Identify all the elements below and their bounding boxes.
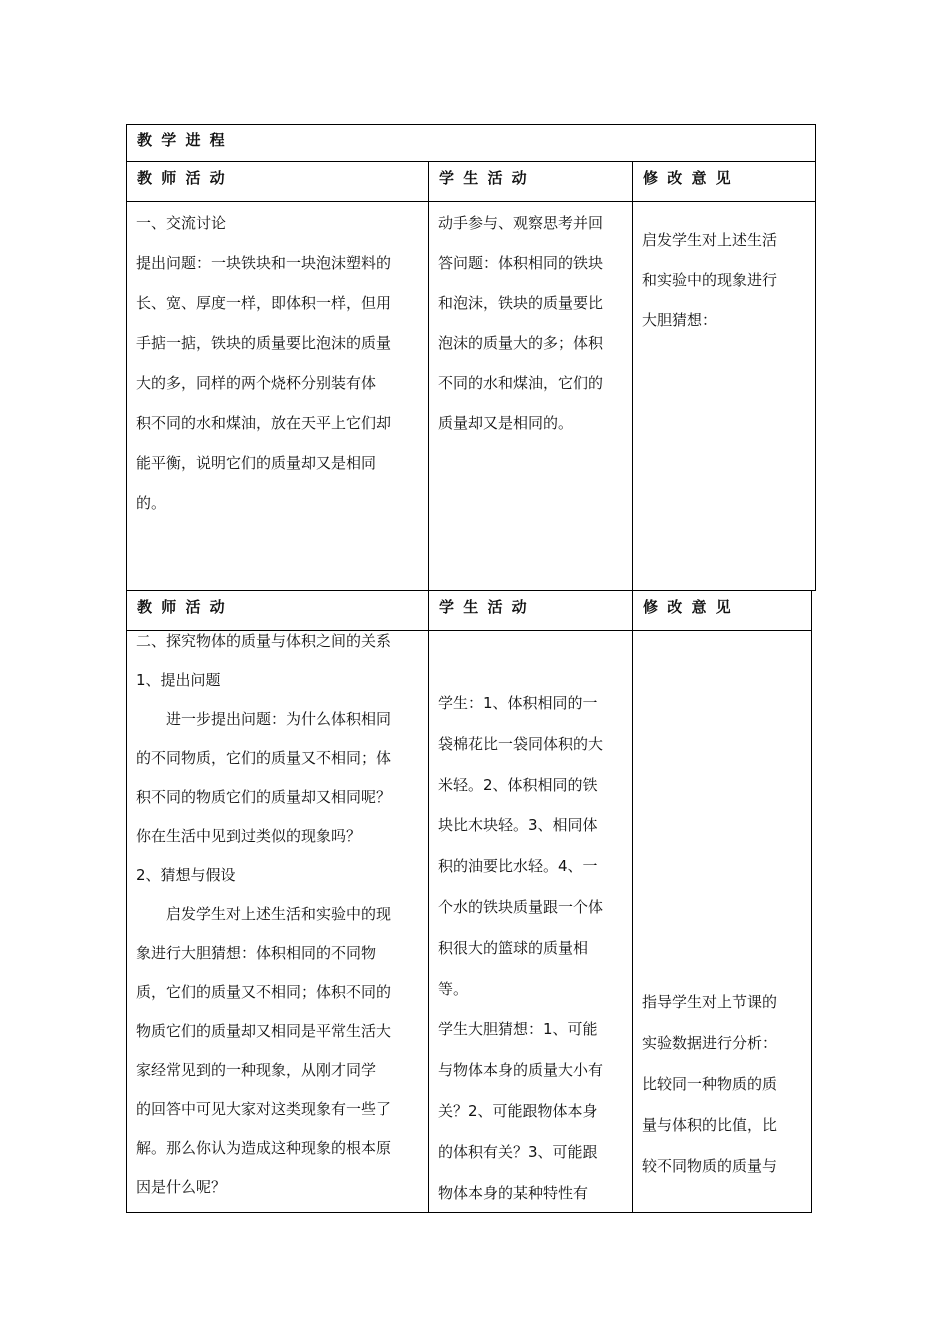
table2-teacher-line: 物质它们的质量却又相同是平常生活大 bbox=[136, 1022, 392, 1040]
table2-teacher-line: 积不同的物质它们的质量却又相同呢？ bbox=[136, 788, 392, 806]
table1-teacher-line: 长、宽、厚度一样，即体积一样，但用 bbox=[136, 294, 392, 312]
table1-student-line: 答问题：体积相同的铁块 bbox=[438, 254, 604, 272]
table1-student-line: 不同的水和煤油，它们的 bbox=[438, 374, 604, 392]
table2-left-border bbox=[126, 590, 127, 1213]
table1-left-border bbox=[126, 124, 127, 591]
table2-revise-line: 较不同物质的质量与 bbox=[642, 1157, 778, 1175]
table1-header-revise: 修 改 意 见 bbox=[643, 169, 733, 187]
table2-revise-cell bbox=[642, 982, 777, 1187]
table1-student-cell bbox=[438, 203, 603, 443]
table1-header-teacher: 教 师 活 动 bbox=[137, 169, 227, 187]
table1-teacher-line: 大的多，同样的两个烧杯分别装有体 bbox=[136, 374, 377, 392]
table1-top-border bbox=[126, 124, 816, 125]
table2-student-line: 的体积有关？3、可能跟 bbox=[438, 1142, 598, 1161]
table1-teacher-line: 积不同的水和煤油，放在天平上它们却 bbox=[136, 414, 392, 432]
table2-student-line: 等。 bbox=[438, 979, 469, 998]
table2-teacher-line: 的不同物质，它们的质量又不相同；体 bbox=[136, 749, 392, 767]
table2-teacher-line: 质，它们的质量又不相同；体积不同的 bbox=[136, 983, 392, 1001]
table2-student-line: 米轻。2、体积相同的铁 bbox=[438, 775, 598, 794]
table2-teacher-line: 进一步提出问题：为什么体积相同 bbox=[166, 710, 392, 728]
table2-teacher-line: 解。那么你认为造成这种现象的根本原 bbox=[136, 1139, 392, 1157]
table1-student-line: 动手参与、观察思考并回 bbox=[438, 214, 604, 232]
table2-student-line: 积很大的篮球的质量相 bbox=[438, 938, 589, 957]
table1-title: 教 学 进 程 bbox=[137, 131, 227, 149]
table1-teacher-line: 提出问题：一块铁块和一块泡沫塑料的 bbox=[136, 254, 392, 272]
table2-revise-line: 比较同一种物质的质 bbox=[642, 1075, 778, 1093]
table2-teacher-line: 启发学生对上述生活和实验中的现 bbox=[166, 905, 392, 923]
table2-student-line: 学生大胆猜想：1、可能 bbox=[438, 1020, 598, 1039]
table1-student-line: 质量却又是相同的。 bbox=[438, 414, 574, 432]
table2-student-line: 与物体本身的质量大小有 bbox=[438, 1061, 604, 1080]
table2-top-border bbox=[126, 590, 812, 591]
table2-student-line: 积的油要比水轻。4、一 bbox=[438, 857, 598, 876]
table1-teacher-line: 的。 bbox=[136, 494, 167, 512]
table2-student-line: 学生：1、体积相同的一 bbox=[438, 694, 598, 712]
table2-teacher-line: 二、探究物体的质量与体积之间的关系 bbox=[136, 632, 392, 650]
table2-revise-line: 指导学生对上节课的 bbox=[642, 993, 778, 1011]
table1-student-line: 和泡沫，铁块的质量要比 bbox=[438, 294, 604, 312]
table1-teacher-line: 能平衡，说明它们的质量却又是相同 bbox=[136, 454, 377, 472]
table1-student-line: 泡沫的质量大的多；体积 bbox=[438, 334, 604, 352]
table2-teacher-line: 你在生活中见到过类似的现象吗？ bbox=[136, 827, 362, 845]
table2-student-line: 块比木块轻。3、相同体 bbox=[438, 816, 598, 835]
table2-teacher-line: 的回答中可见大家对这类现象有一些了 bbox=[136, 1100, 392, 1118]
table1-header-student: 学 生 活 动 bbox=[439, 169, 529, 187]
table2-header-teacher: 教 师 活 动 bbox=[137, 598, 227, 616]
table1-col-divider-1 bbox=[428, 161, 429, 591]
table2-student-line: 个水的铁块质量跟一个体 bbox=[438, 897, 604, 916]
table1-revise-line: 和实验中的现象进行 bbox=[642, 271, 778, 289]
table1-header-divider bbox=[126, 201, 816, 202]
table1-revise-line: 大胆猜想： bbox=[642, 311, 718, 329]
table1-col-divider-2 bbox=[632, 161, 633, 591]
table2-header-revise: 修 改 意 见 bbox=[643, 598, 733, 616]
table1-revise-cell bbox=[642, 220, 777, 340]
table2-student-line: 物体本身的某种特性有 bbox=[438, 1183, 589, 1202]
table2-right-border bbox=[811, 590, 812, 1213]
table1-teacher-cell bbox=[136, 203, 391, 523]
table2-teacher-line: 1、提出问题 bbox=[136, 671, 221, 689]
table2-revise-line: 量与体积的比值，比 bbox=[642, 1116, 778, 1134]
table1-teacher-line: 手掂一掂，铁块的质量要比泡沫的质量 bbox=[136, 334, 392, 352]
table2-teacher-line: 因是什么呢？ bbox=[136, 1178, 227, 1196]
table2-revise-line: 实验数据进行分析： bbox=[642, 1034, 778, 1052]
table2-col-divider-1 bbox=[428, 590, 429, 1213]
table2-teacher-line: 象进行大胆猜想：体积相同的不同物 bbox=[136, 944, 377, 962]
table2-col-divider-2 bbox=[632, 590, 633, 1213]
table1-title-divider bbox=[126, 161, 816, 162]
table2-student-line: 袋棉花比一袋同体积的大 bbox=[438, 734, 604, 753]
table1-teacher-line: 一、交流讨论 bbox=[136, 214, 227, 232]
table2-teacher-line: 2、猜想与假设 bbox=[136, 866, 236, 884]
table2-teacher-line: 家经常见到的一种现象，从刚才同学 bbox=[136, 1061, 377, 1079]
table2-student-cell bbox=[438, 683, 603, 1213]
table1-revise-line: 启发学生对上述生活 bbox=[642, 231, 778, 249]
table2-teacher-cell bbox=[136, 622, 391, 1207]
table1-right-border bbox=[815, 124, 816, 591]
table2-header-student: 学 生 活 动 bbox=[439, 598, 529, 616]
table2-student-line: 关？2、可能跟物体本身 bbox=[438, 1101, 598, 1120]
